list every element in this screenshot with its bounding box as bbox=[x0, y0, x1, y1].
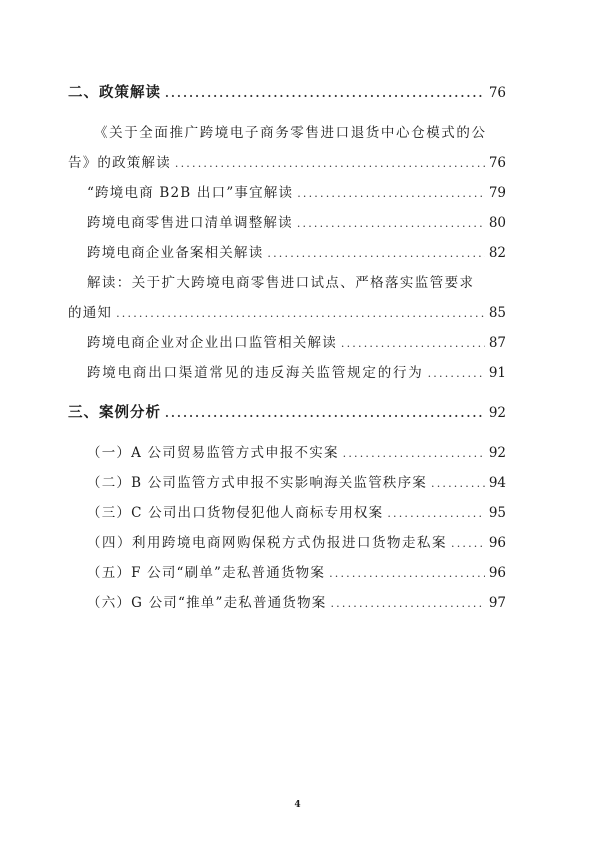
toc-section-cases[interactable] bbox=[68, 398, 506, 428]
toc-page-number: 76 bbox=[488, 85, 506, 101]
toc-leader bbox=[428, 359, 485, 389]
toc-entry-line[interactable] bbox=[68, 328, 506, 358]
toc-page-number: 76 bbox=[488, 155, 506, 171]
toc-entry-title: （五）F 公司“刷单”走私普通货物案 bbox=[87, 565, 326, 581]
toc-page-number: 97 bbox=[488, 595, 506, 611]
table-of-contents bbox=[68, 78, 506, 618]
toc-entry-title: 跨境电商零售进口清单调整解读 bbox=[87, 215, 293, 231]
toc-section-title: 三、案例分析 bbox=[68, 404, 161, 421]
toc-entry-line[interactable] bbox=[68, 498, 506, 528]
toc-leader bbox=[330, 589, 484, 619]
toc-entry-title: 告》的政策解读 bbox=[68, 155, 171, 171]
toc-entry-title: 的通知 bbox=[68, 305, 113, 321]
toc-page-number: 82 bbox=[488, 245, 506, 261]
toc-entry-title: （六）G 公司“推单”走私普通货物案 bbox=[87, 595, 327, 611]
toc-leader bbox=[451, 529, 485, 559]
toc-entry-title: “跨境电商 B2B 出口”事宜解读 bbox=[87, 185, 294, 201]
toc-entry-line[interactable] bbox=[68, 178, 506, 208]
toc-leader bbox=[175, 149, 485, 179]
toc-leader bbox=[165, 399, 485, 429]
toc-leader bbox=[297, 179, 485, 209]
toc-section-policy[interactable] bbox=[68, 78, 506, 108]
toc-leader bbox=[343, 439, 485, 469]
toc-entry-line[interactable] bbox=[68, 468, 506, 498]
toc-page-number: 96 bbox=[488, 535, 506, 551]
toc-leader bbox=[116, 299, 485, 329]
toc-page-number: 96 bbox=[488, 565, 506, 581]
toc-entry-line[interactable] bbox=[68, 528, 506, 558]
toc-entry-line[interactable] bbox=[68, 148, 506, 178]
toc-entry-line[interactable] bbox=[68, 268, 506, 298]
toc-entry-title: （四）利用跨境电商网购保税方式伪报进口货物走私案 bbox=[87, 535, 447, 551]
toc-entry-line[interactable] bbox=[68, 118, 506, 148]
toc-entry-line[interactable] bbox=[68, 588, 506, 618]
toc-entry-title: （一）A 公司贸易监管方式申报不实案 bbox=[87, 445, 339, 461]
toc-entry-title: 解读：关于扩大跨境电商零售进口试点、严格落实监管要求 bbox=[87, 275, 475, 291]
toc-page-number: 91 bbox=[488, 365, 506, 381]
toc-leader bbox=[329, 559, 485, 589]
toc-entry-line[interactable] bbox=[68, 438, 506, 468]
toc-leader bbox=[431, 469, 485, 499]
toc-entry-title: （二）B 公司监管方式申报不实影响海关监管秩序案 bbox=[87, 475, 428, 491]
toc-entry-title: 跨境电商企业备案相关解读 bbox=[87, 245, 264, 261]
toc-page-number: 87 bbox=[488, 335, 506, 351]
toc-entry-title: 跨境电商企业对企业出口监管相关解读 bbox=[87, 335, 337, 351]
toc-leader bbox=[387, 499, 484, 529]
toc-entry-line[interactable] bbox=[68, 358, 506, 388]
toc-entry-line[interactable] bbox=[68, 298, 506, 328]
toc-page-number: 95 bbox=[488, 505, 506, 521]
toc-page-number: 79 bbox=[488, 185, 506, 201]
toc-leader bbox=[165, 79, 485, 109]
toc-entry-line[interactable] bbox=[68, 558, 506, 588]
page-number: 4 bbox=[294, 800, 301, 810]
toc-entry-title: 《关于全面推广跨境电子商务零售进口退货中心仓模式的公 bbox=[94, 125, 487, 141]
toc-entry-title: 跨境电商出口渠道常见的违反海关监管规定的行为 bbox=[87, 365, 424, 381]
toc-entry-title: （三）C 公司出口货物侵犯他人商标专用权案 bbox=[87, 505, 384, 521]
toc-page-number: 94 bbox=[488, 475, 506, 491]
toc-leader bbox=[267, 239, 484, 269]
toc-leader bbox=[297, 209, 485, 239]
toc-page-number: 92 bbox=[488, 445, 506, 461]
toc-leader bbox=[341, 329, 485, 359]
toc-section-title: 二、政策解读 bbox=[68, 84, 161, 101]
toc-page-number: 80 bbox=[488, 215, 506, 231]
toc-page-number: 92 bbox=[488, 405, 506, 421]
toc-page-number: 85 bbox=[488, 305, 506, 321]
toc-entry-line[interactable] bbox=[68, 208, 506, 238]
toc-entry-line[interactable] bbox=[68, 238, 506, 268]
